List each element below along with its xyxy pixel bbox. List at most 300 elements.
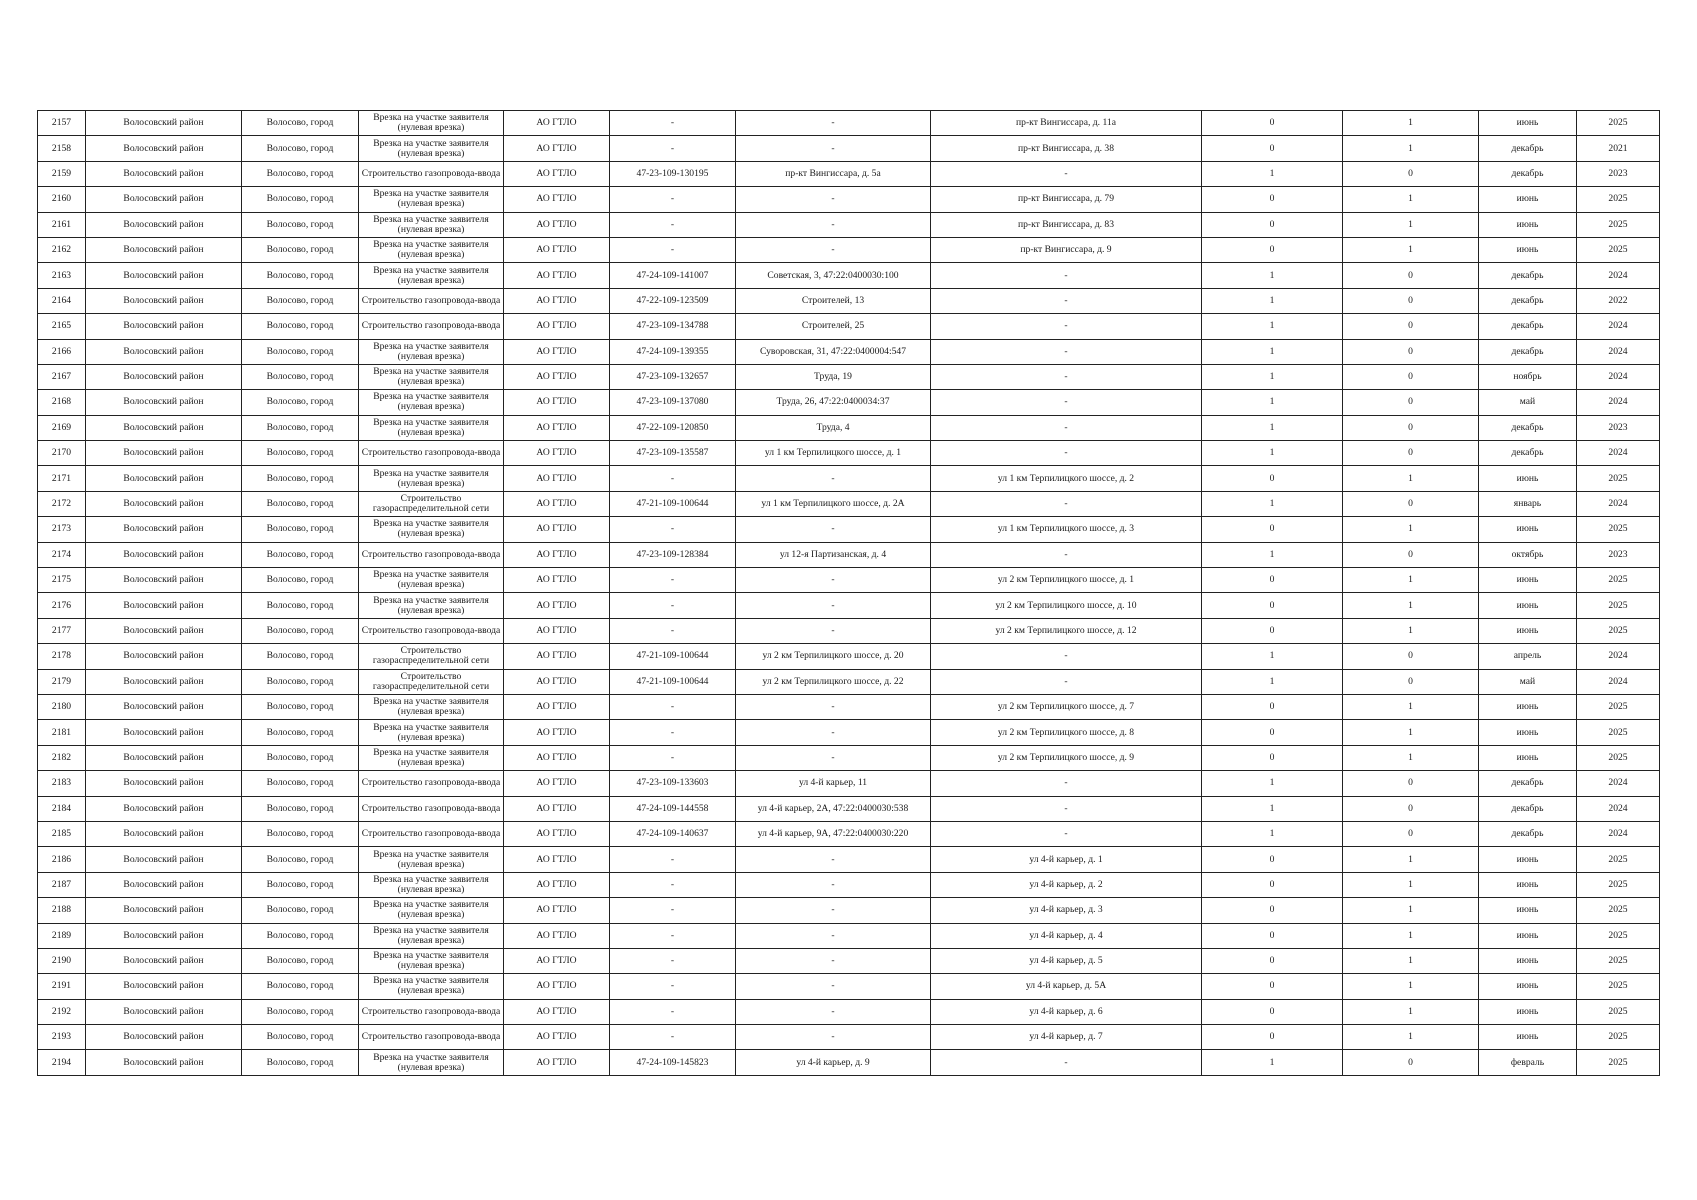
row-number-cell: 2171 — [38, 466, 86, 491]
year-cell: 2023 — [1577, 161, 1660, 186]
month-cell: июнь — [1479, 212, 1577, 237]
organization-cell: АО ГТЛО — [504, 796, 610, 821]
district-cell: Волосовский район — [86, 415, 242, 440]
table-row — [38, 364, 1660, 389]
count-1-cell: 1 — [1202, 339, 1343, 364]
month-cell: июнь — [1479, 898, 1577, 923]
contract-number-cell: - — [610, 948, 736, 973]
contract-number-cell: 47-24-109-145823 — [610, 1050, 736, 1075]
table-row — [38, 441, 1660, 466]
month-cell: июнь — [1479, 1025, 1577, 1050]
count-2-cell: 1 — [1343, 618, 1479, 643]
month-cell: июнь — [1479, 466, 1577, 491]
settlement-cell: Волосово, город — [242, 364, 359, 389]
table-row — [38, 542, 1660, 567]
row-number-cell: 2165 — [38, 314, 86, 339]
year-cell: 2025 — [1577, 187, 1660, 212]
settlement-cell: Волосово, город — [242, 974, 359, 999]
address-cell: - — [736, 872, 931, 897]
year-cell: 2025 — [1577, 111, 1660, 136]
count-2-cell: 0 — [1343, 263, 1479, 288]
district-cell: Волосовский район — [86, 263, 242, 288]
settlement-cell: Волосово, город — [242, 314, 359, 339]
month-cell: июнь — [1479, 237, 1577, 262]
connection-address-cell: - — [931, 491, 1202, 516]
organization-cell: АО ГТЛО — [504, 517, 610, 542]
address-cell: ул 4-й карьер, 9А, 47:22:0400030:220 — [736, 821, 931, 846]
connection-address-cell: - — [931, 669, 1202, 694]
district-cell: Волосовский район — [86, 948, 242, 973]
row-number-cell: 2176 — [38, 593, 86, 618]
month-cell: июнь — [1479, 618, 1577, 643]
count-2-cell: 0 — [1343, 314, 1479, 339]
address-cell: ул 1 км Терпилицкого шоссе, д. 1 — [736, 441, 931, 466]
organization-cell: АО ГТЛО — [504, 974, 610, 999]
row-number-cell: 2173 — [38, 517, 86, 542]
district-cell: Волосовский район — [86, 364, 242, 389]
contract-number-cell: 47-24-109-139355 — [610, 339, 736, 364]
month-cell: июнь — [1479, 974, 1577, 999]
year-cell: 2021 — [1577, 136, 1660, 161]
month-cell: июнь — [1479, 745, 1577, 770]
organization-cell: АО ГТЛО — [504, 568, 610, 593]
year-cell: 2023 — [1577, 542, 1660, 567]
count-1-cell: 0 — [1202, 568, 1343, 593]
year-cell: 2025 — [1577, 466, 1660, 491]
count-1-cell: 0 — [1202, 466, 1343, 491]
organization-cell: АО ГТЛО — [504, 898, 610, 923]
work-type-cell: Врезка на участке заявителя (нулевая врезка) — [359, 187, 504, 212]
row-number-cell: 2163 — [38, 263, 86, 288]
connection-address-cell: ул 2 км Терпилицкого шоссе, д. 10 — [931, 593, 1202, 618]
count-1-cell: 1 — [1202, 1050, 1343, 1075]
settlement-cell: Волосово, город — [242, 441, 359, 466]
table-row — [38, 568, 1660, 593]
row-number-cell: 2179 — [38, 669, 86, 694]
count-2-cell: 1 — [1343, 948, 1479, 973]
connection-address-cell: ул 2 км Терпилицкого шоссе, д. 9 — [931, 745, 1202, 770]
count-2-cell: 0 — [1343, 771, 1479, 796]
settlement-cell: Волосово, город — [242, 466, 359, 491]
organization-cell: АО ГТЛО — [504, 364, 610, 389]
month-cell: февраль — [1479, 1050, 1577, 1075]
row-number-cell: 2182 — [38, 745, 86, 770]
month-cell: декабрь — [1479, 339, 1577, 364]
settlement-cell: Волосово, город — [242, 187, 359, 212]
address-cell: ул 4-й карьер, 11 — [736, 771, 931, 796]
count-1-cell: 0 — [1202, 720, 1343, 745]
address-cell: - — [736, 111, 931, 136]
row-number-cell: 2183 — [38, 771, 86, 796]
count-1-cell: 0 — [1202, 999, 1343, 1024]
organization-cell: АО ГТЛО — [504, 542, 610, 567]
year-cell: 2025 — [1577, 593, 1660, 618]
work-type-cell: Врезка на участке заявителя (нулевая врезка) — [359, 339, 504, 364]
row-number-cell: 2186 — [38, 847, 86, 872]
table-row — [38, 669, 1660, 694]
settlement-cell: Волосово, город — [242, 796, 359, 821]
year-cell: 2025 — [1577, 517, 1660, 542]
count-2-cell: 0 — [1343, 491, 1479, 516]
contract-number-cell: - — [610, 1025, 736, 1050]
year-cell: 2024 — [1577, 796, 1660, 821]
contract-number-cell: 47-21-109-100644 — [610, 491, 736, 516]
organization-cell: АО ГТЛО — [504, 491, 610, 516]
work-type-cell: Врезка на участке заявителя (нулевая врезка) — [359, 898, 504, 923]
district-cell: Волосовский район — [86, 441, 242, 466]
count-2-cell: 1 — [1343, 136, 1479, 161]
year-cell: 2024 — [1577, 263, 1660, 288]
row-number-cell: 2194 — [38, 1050, 86, 1075]
count-2-cell: 0 — [1343, 288, 1479, 313]
organization-cell: АО ГТЛО — [504, 821, 610, 846]
year-cell: 2024 — [1577, 821, 1660, 846]
settlement-cell: Волосово, город — [242, 771, 359, 796]
address-cell: - — [736, 1025, 931, 1050]
month-cell: декабрь — [1479, 288, 1577, 313]
organization-cell: АО ГТЛО — [504, 745, 610, 770]
work-type-cell: Строительство газопровода-ввода — [359, 288, 504, 313]
count-2-cell: 0 — [1343, 339, 1479, 364]
address-cell: - — [736, 847, 931, 872]
contract-number-cell: 47-23-109-128384 — [610, 542, 736, 567]
connection-address-cell: - — [931, 441, 1202, 466]
month-cell: декабрь — [1479, 771, 1577, 796]
settlement-cell: Волосово, город — [242, 948, 359, 973]
year-cell: 2025 — [1577, 694, 1660, 719]
settlement-cell: Волосово, город — [242, 1025, 359, 1050]
month-cell: май — [1479, 390, 1577, 415]
year-cell: 2025 — [1577, 618, 1660, 643]
address-cell: ул 2 км Терпилицкого шоссе, д. 20 — [736, 644, 931, 669]
year-cell: 2025 — [1577, 745, 1660, 770]
count-1-cell: 1 — [1202, 644, 1343, 669]
table-row — [38, 237, 1660, 262]
row-number-cell: 2161 — [38, 212, 86, 237]
settlement-cell: Волосово, город — [242, 568, 359, 593]
settlement-cell: Волосово, город — [242, 390, 359, 415]
contract-number-cell: - — [610, 568, 736, 593]
work-type-cell: Врезка на участке заявителя (нулевая врезка) — [359, 923, 504, 948]
address-cell: - — [736, 136, 931, 161]
district-cell: Волосовский район — [86, 187, 242, 212]
table-row — [38, 517, 1660, 542]
month-cell: июнь — [1479, 694, 1577, 719]
address-cell: - — [736, 720, 931, 745]
settlement-cell: Волосово, город — [242, 263, 359, 288]
count-1-cell: 0 — [1202, 948, 1343, 973]
work-type-cell: Врезка на участке заявителя (нулевая врезка) — [359, 364, 504, 389]
table-row — [38, 898, 1660, 923]
row-number-cell: 2192 — [38, 999, 86, 1024]
connection-address-cell: - — [931, 415, 1202, 440]
year-cell: 2025 — [1577, 1025, 1660, 1050]
contract-number-cell: 47-24-109-140637 — [610, 821, 736, 846]
contract-number-cell: - — [610, 618, 736, 643]
table-row — [38, 161, 1660, 186]
count-2-cell: 1 — [1343, 568, 1479, 593]
work-type-cell: Врезка на участке заявителя (нулевая врезка) — [359, 517, 504, 542]
document-page — [37, 110, 1659, 1076]
district-cell: Волосовский район — [86, 771, 242, 796]
count-1-cell: 1 — [1202, 415, 1343, 440]
work-type-cell: Строительство газопровода-ввода — [359, 1025, 504, 1050]
row-number-cell: 2177 — [38, 618, 86, 643]
year-cell: 2024 — [1577, 339, 1660, 364]
month-cell: декабрь — [1479, 415, 1577, 440]
month-cell: июнь — [1479, 187, 1577, 212]
district-cell: Волосовский район — [86, 1025, 242, 1050]
table-row — [38, 263, 1660, 288]
count-1-cell: 1 — [1202, 364, 1343, 389]
row-number-cell: 2174 — [38, 542, 86, 567]
work-type-cell: Строительство газопровода-ввода — [359, 999, 504, 1024]
count-2-cell: 0 — [1343, 1050, 1479, 1075]
connection-address-cell: - — [931, 263, 1202, 288]
contract-number-cell: - — [610, 237, 736, 262]
work-type-cell: Врезка на участке заявителя (нулевая врезка) — [359, 263, 504, 288]
organization-cell: АО ГТЛО — [504, 644, 610, 669]
organization-cell: АО ГТЛО — [504, 314, 610, 339]
row-number-cell: 2162 — [38, 237, 86, 262]
year-cell: 2024 — [1577, 364, 1660, 389]
count-2-cell: 0 — [1343, 644, 1479, 669]
row-number-cell: 2190 — [38, 948, 86, 973]
settlement-cell: Волосово, город — [242, 999, 359, 1024]
organization-cell: АО ГТЛО — [504, 694, 610, 719]
row-number-cell: 2166 — [38, 339, 86, 364]
district-cell: Волосовский район — [86, 669, 242, 694]
table-row — [38, 999, 1660, 1024]
year-cell: 2025 — [1577, 872, 1660, 897]
table-row — [38, 644, 1660, 669]
month-cell: июнь — [1479, 593, 1577, 618]
table-row — [38, 212, 1660, 237]
count-1-cell: 0 — [1202, 745, 1343, 770]
organization-cell: АО ГТЛО — [504, 466, 610, 491]
contract-number-cell: - — [610, 923, 736, 948]
count-1-cell: 1 — [1202, 542, 1343, 567]
connection-address-cell: ул 4-й карьер, д. 6 — [931, 999, 1202, 1024]
organization-cell: АО ГТЛО — [504, 720, 610, 745]
connection-address-cell: ул 4-й карьер, д. 3 — [931, 898, 1202, 923]
organization-cell: АО ГТЛО — [504, 771, 610, 796]
count-2-cell: 0 — [1343, 796, 1479, 821]
settlement-cell: Волосово, город — [242, 821, 359, 846]
contract-number-cell: - — [610, 136, 736, 161]
count-1-cell: 0 — [1202, 111, 1343, 136]
table-row — [38, 1025, 1660, 1050]
row-number-cell: 2181 — [38, 720, 86, 745]
settlement-cell: Волосово, город — [242, 212, 359, 237]
row-number-cell: 2169 — [38, 415, 86, 440]
address-cell: - — [736, 898, 931, 923]
table-row — [38, 1050, 1660, 1075]
district-cell: Волосовский район — [86, 618, 242, 643]
row-number-cell: 2172 — [38, 491, 86, 516]
count-2-cell: 0 — [1343, 542, 1479, 567]
settlement-cell: Волосово, город — [242, 872, 359, 897]
work-type-cell: Строительство газопровода-ввода — [359, 441, 504, 466]
work-type-cell: Врезка на участке заявителя (нулевая врезка) — [359, 847, 504, 872]
settlement-cell: Волосово, город — [242, 339, 359, 364]
connection-address-cell: - — [931, 771, 1202, 796]
work-type-cell: Врезка на участке заявителя (нулевая врезка) — [359, 948, 504, 973]
address-cell: - — [736, 923, 931, 948]
count-2-cell: 0 — [1343, 161, 1479, 186]
month-cell: июнь — [1479, 923, 1577, 948]
count-1-cell: 1 — [1202, 263, 1343, 288]
contract-number-cell: - — [610, 974, 736, 999]
count-1-cell: 1 — [1202, 390, 1343, 415]
count-2-cell: 1 — [1343, 187, 1479, 212]
month-cell: декабрь — [1479, 263, 1577, 288]
address-cell: - — [736, 593, 931, 618]
count-2-cell: 0 — [1343, 821, 1479, 846]
organization-cell: АО ГТЛО — [504, 999, 610, 1024]
count-1-cell: 0 — [1202, 187, 1343, 212]
count-1-cell: 1 — [1202, 441, 1343, 466]
count-1-cell: 0 — [1202, 212, 1343, 237]
count-1-cell: 1 — [1202, 161, 1343, 186]
row-number-cell: 2180 — [38, 694, 86, 719]
contract-number-cell: 47-23-109-130195 — [610, 161, 736, 186]
district-cell: Волосовский район — [86, 796, 242, 821]
district-cell: Волосовский район — [86, 745, 242, 770]
district-cell: Волосовский район — [86, 644, 242, 669]
work-type-cell: Врезка на участке заявителя (нулевая врезка) — [359, 111, 504, 136]
work-type-cell: Строительство газопровода-ввода — [359, 618, 504, 643]
table-row — [38, 974, 1660, 999]
count-1-cell: 1 — [1202, 314, 1343, 339]
work-type-cell: Врезка на участке заявителя (нулевая врезка) — [359, 974, 504, 999]
district-cell: Волосовский район — [86, 466, 242, 491]
address-cell: Труда, 26, 47:22:0400034:37 — [736, 390, 931, 415]
table-row — [38, 796, 1660, 821]
month-cell: июнь — [1479, 568, 1577, 593]
work-type-cell: Врезка на участке заявителя (нулевая врезка) — [359, 694, 504, 719]
connection-address-cell: ул 2 км Терпилицкого шоссе, д. 12 — [931, 618, 1202, 643]
organization-cell: АО ГТЛО — [504, 187, 610, 212]
row-number-cell: 2184 — [38, 796, 86, 821]
district-cell: Волосовский район — [86, 237, 242, 262]
count-1-cell: 0 — [1202, 517, 1343, 542]
contract-number-cell: - — [610, 872, 736, 897]
connection-address-cell: пр-кт Вингиссара, д. 9 — [931, 237, 1202, 262]
address-cell: - — [736, 694, 931, 719]
year-cell: 2024 — [1577, 390, 1660, 415]
work-type-cell: Врезка на участке заявителя (нулевая врезка) — [359, 237, 504, 262]
year-cell: 2025 — [1577, 974, 1660, 999]
row-number-cell: 2159 — [38, 161, 86, 186]
year-cell: 2025 — [1577, 948, 1660, 973]
work-type-cell: Врезка на участке заявителя (нулевая врезка) — [359, 415, 504, 440]
organization-cell: АО ГТЛО — [504, 237, 610, 262]
year-cell: 2025 — [1577, 720, 1660, 745]
count-2-cell: 1 — [1343, 237, 1479, 262]
settlement-cell: Волосово, город — [242, 288, 359, 313]
year-cell: 2025 — [1577, 923, 1660, 948]
month-cell: январь — [1479, 491, 1577, 516]
settlement-cell: Волосово, город — [242, 669, 359, 694]
year-cell: 2025 — [1577, 237, 1660, 262]
row-number-cell: 2187 — [38, 872, 86, 897]
organization-cell: АО ГТЛО — [504, 415, 610, 440]
count-2-cell: 1 — [1343, 694, 1479, 719]
contract-number-cell: 47-24-109-144558 — [610, 796, 736, 821]
contract-number-cell: - — [610, 212, 736, 237]
connection-address-cell: - — [931, 288, 1202, 313]
count-2-cell: 1 — [1343, 974, 1479, 999]
contract-number-cell: 47-23-109-132657 — [610, 364, 736, 389]
address-cell: - — [736, 568, 931, 593]
count-2-cell: 1 — [1343, 847, 1479, 872]
address-cell: ул 1 км Терпилицкого шоссе, д. 2А — [736, 491, 931, 516]
address-cell: - — [736, 999, 931, 1024]
count-2-cell: 1 — [1343, 999, 1479, 1024]
organization-cell: АО ГТЛО — [504, 847, 610, 872]
district-cell: Волосовский район — [86, 999, 242, 1024]
district-cell: Волосовский район — [86, 593, 242, 618]
row-number-cell: 2188 — [38, 898, 86, 923]
work-type-cell: Строительство газораспределительной сети — [359, 491, 504, 516]
contract-number-cell: - — [610, 593, 736, 618]
district-cell: Волосовский район — [86, 821, 242, 846]
settlement-cell: Волосово, город — [242, 161, 359, 186]
settlement-cell: Волосово, город — [242, 618, 359, 643]
month-cell: декабрь — [1479, 314, 1577, 339]
connection-address-cell: пр-кт Вингиссара, д. 79 — [931, 187, 1202, 212]
month-cell: июнь — [1479, 517, 1577, 542]
row-number-cell: 2178 — [38, 644, 86, 669]
contract-number-cell: 47-23-109-137080 — [610, 390, 736, 415]
table-row — [38, 111, 1660, 136]
address-cell: ул 12-я Партизанская, д. 4 — [736, 542, 931, 567]
contract-number-cell: - — [610, 187, 736, 212]
work-type-cell: Строительство газопровода-ввода — [359, 821, 504, 846]
month-cell: апрель — [1479, 644, 1577, 669]
connection-address-cell: - — [931, 542, 1202, 567]
connection-address-cell: - — [931, 796, 1202, 821]
address-cell: - — [736, 948, 931, 973]
settlement-cell: Волосово, город — [242, 415, 359, 440]
organization-cell: АО ГТЛО — [504, 441, 610, 466]
year-cell: 2024 — [1577, 491, 1660, 516]
count-2-cell: 1 — [1343, 593, 1479, 618]
month-cell: июнь — [1479, 720, 1577, 745]
settlement-cell: Волосово, город — [242, 644, 359, 669]
district-cell: Волосовский район — [86, 288, 242, 313]
district-cell: Волосовский район — [86, 694, 242, 719]
row-number-cell: 2168 — [38, 390, 86, 415]
work-type-cell: Врезка на участке заявителя (нулевая врезка) — [359, 136, 504, 161]
organization-cell: АО ГТЛО — [504, 288, 610, 313]
contract-number-cell: 47-23-109-135587 — [610, 441, 736, 466]
month-cell: декабрь — [1479, 136, 1577, 161]
count-1-cell: 0 — [1202, 136, 1343, 161]
count-2-cell: 1 — [1343, 898, 1479, 923]
work-type-cell: Врезка на участке заявителя (нулевая врезка) — [359, 745, 504, 770]
connection-address-cell: - — [931, 339, 1202, 364]
address-cell: - — [736, 745, 931, 770]
settlement-cell: Волосово, город — [242, 694, 359, 719]
month-cell: декабрь — [1479, 441, 1577, 466]
month-cell: июнь — [1479, 847, 1577, 872]
count-2-cell: 0 — [1343, 441, 1479, 466]
table-row — [38, 593, 1660, 618]
contract-number-cell: - — [610, 111, 736, 136]
year-cell: 2025 — [1577, 1050, 1660, 1075]
